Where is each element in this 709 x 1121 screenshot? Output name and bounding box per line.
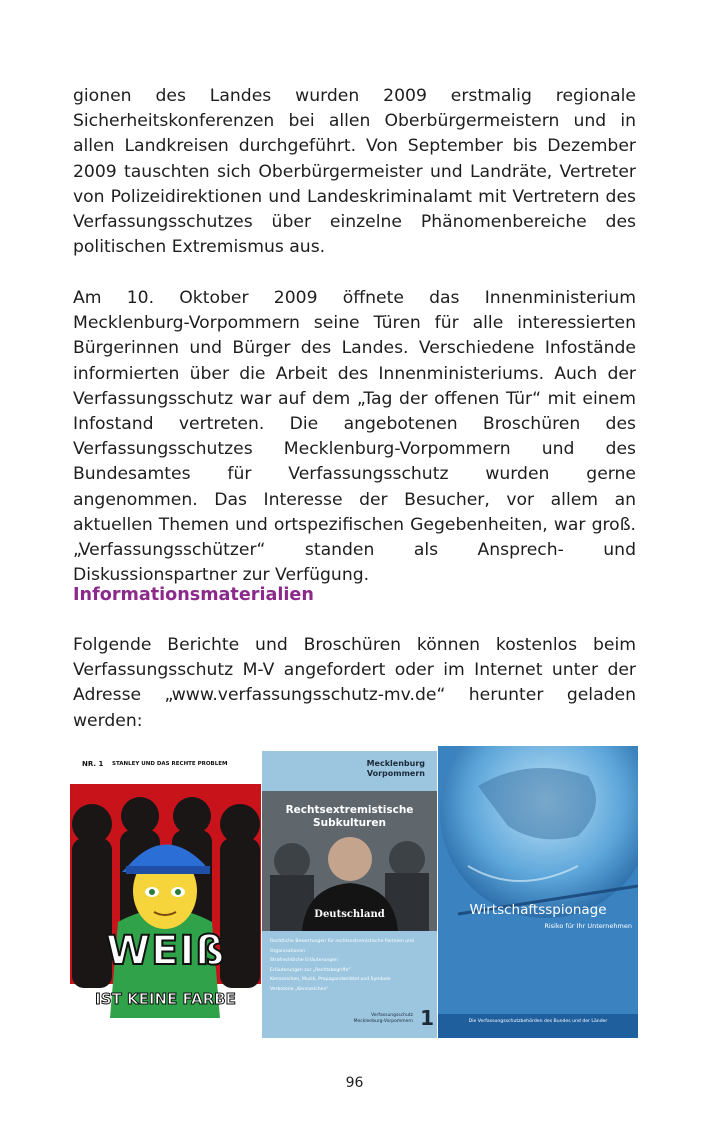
list-item: Rechtliche Bewertungen für rechtsextremistische Parteien und Organisationen [270,939,414,954]
cover-wirtschaft-subtitle: Risiko für Ihr Unternehmen [544,922,632,930]
paragraph-2: Am 10. Oktober 2009 öffnete das Innenministerium Mecklenburg-Vorpommern seine Türen für alle interessierten Bürgerinnen und Bürger des Landes. Verschiedene Infostände informierten über die Arbeit des Innenministeriums. Auch der Verfassungsschutz war auf dem „Tag der offenen Tür“ mit einem Infostand vertreten. Die angebotenen Broschüren des Verfassungsschutzes Mecklenburg-Vorpommern und des Bundesamtes für Verfassungsschutz wurden gerne angenommen. Das Interesse der Besucher, vor allem an aktuellen Themen und ortspezifischen Gegebenheiten, war groß. „Verfassungsschützer“ standen als Ansprech- und Diskussionspartner zur Verfügung. [73,288,636,586]
list-item: Kennzeichen, Musik, Propagandamittel und Symbole [270,977,391,982]
cover-weiss-title: WEIß [106,928,226,974]
section-heading: Informationsmaterialien [73,585,314,605]
cover-subkulturen [262,751,437,1038]
cover-weiss-art [70,746,261,1018]
cover-wirtschaft [438,746,638,1038]
cover-weiss [70,746,261,1018]
paragraph-1: gionen des Landes wurden 2009 erstmalig regionale Sicherheitskonferenzen bei allen Oberbürgermeistern und in allen Landkreisen durchgeführt. Von September bis Dezember 2009 tauschten sich Oberbürgermeister und Landräte, Vertreter von Polizeidirektionen und Landeskriminalamt mit Vertretern des Verfassungsschutzes über einzelne Phänomenbereiche des politischen Extremismus aus. [73,86,636,258]
cover-weiss-tagline: IST KEINE FARBE [95,990,236,1008]
list-item: Erläuterungen zur „Rechtsbegriffe“ [270,967,351,973]
list-item: Verbotene „Kennzeichen“ [270,986,329,992]
cover-subkulturen-shirt-text: Deutschland [314,909,385,920]
cover-subkulturen-list [270,937,420,994]
cover-subkulturen-publisher-1: Mecklenburg [366,759,425,768]
cover-subkulturen-title-1: Rechtsextremistische [285,804,414,816]
cover-subkulturen-title-2: Subkulturen [313,817,386,829]
page-number: 96 [345,1075,364,1091]
cover-wirtschaft-globe [438,746,638,1038]
paragraph-3: Folgende Berichte und Broschüren können kostenlos beim Verfassungsschutz M-V angefordert oder im Internet unter der Adresse „www.verfassungsschutz-mv.de“ herunter geladen werden: [73,635,636,731]
cover-weiss-subtitle: STANLEY UND DAS RECHTE PROBLEM [112,761,228,767]
cover-wirtschaft-title: Wirtschaftsspionage [469,902,607,918]
cover-subkulturen-publisher-2: Vorpommern [366,769,425,778]
cover-wirtschaft-footer: Die Verfassungsschutzbehörden des Bundes und der Länder [468,1019,608,1024]
list-item: Strafrechtliche Erläuterungen [270,958,338,963]
cover-subkulturen-footer: Verfassungsschutz Mecklenburg-Vorpommern [353,1013,413,1024]
cover-weiss-series: NR. 1 [82,760,104,768]
cover-subkulturen-badge: 1 [420,1006,434,1030]
brochure-covers [70,746,638,1038]
